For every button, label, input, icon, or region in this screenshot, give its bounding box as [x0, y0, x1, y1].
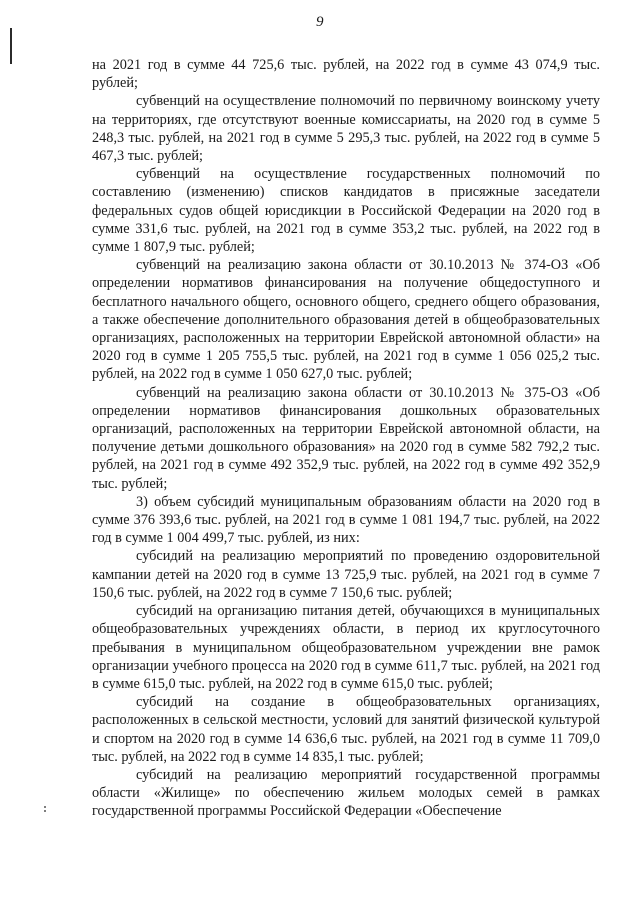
paragraph-health-campaign: субсидий на реализацию мероприятий по проведению оздоровительной кампании детей на 2020 год в сумме 13 725,9 тыс. рублей, на 2021 год в сумме 7 150,6 тыс. рублей, на 2022 год в сумме 7 150,6 тыс. рублей;: [92, 548, 600, 601]
paragraph-jury-lists: субвенций на осуществление государственных полномочий по составлению (изменению) списков кандидатов в присяжные заседатели федеральных судов общей юрисдикции в Российской Федерации на 2020 год в сумме 331,6 тыс. рублей, на 2021 год в сумме 353,2 тыс. рублей, на 2022 год в сумме 1 807,9 тыс. рублей;: [92, 166, 600, 256]
paragraph-law-374: субвенций на реализацию закона области от 30.10.2013 № 374-ОЗ «Об определении нормативов финансирования на получение общедоступного и бесплатного начального общего, основного общего, среднего общего образования, а также обеспечение дополнительного образования детей в общеобразовательных организациях, расположенных на территории Еврейской автономной области» на 2020 год в сумме 1 205 755,5 тыс. рублей, на 2021 год в сумме 1 056 025,2 тыс. рублей, на 2022 год в сумме 1 050 627,0 тыс. рублей;: [92, 257, 600, 383]
paragraph-continuation: на 2021 год в сумме 44 725,6 тыс. рублей, на 2022 год в сумме 43 074,9 тыс. рублей;: [92, 57, 600, 92]
paragraph-rural-sports: субсидий на создание в общеобразовательных организациях, расположенных в сельской местности, условий для занятий физической культурой и спортом на 2020 год в сумме 14 636,6 тыс. рублей, на 2021 год в сумме 11 709,0 тыс. рублей, на 2022 год в сумме 14 835,1 тыс. рублей;: [92, 694, 600, 765]
paragraph-child-nutrition: субсидий на организацию питания детей, обучающихся в муниципальных общеобразовательных учреждениях области, в период их круглосуточного пребывания в муниципальном общеобразовательном учреждении вне рамок организации учебного процесса на 2020 год в сумме 611,7 тыс. рублей, на 2021 год в сумме 615,0 тыс. рублей, на 2022 год в сумме 615,0 тыс. рублей;: [92, 603, 600, 692]
paragraph-law-375: субвенций на реализацию закона области от 30.10.2013 № 375-ОЗ «Об определении нормативов финансирования дошкольных образовательных организаций, расположенных на территории Еврейской автономной области, на получение детьми дошкольного образования» на 2020 год в сумме 582 792,2 тыс. рублей, на 2021 год в сумме 492 352,9 тыс. рублей, на 2022 год в сумме 492 352,9 тыс. рублей;: [92, 384, 600, 492]
document-body: [92, 56, 600, 821]
paragraph-housing-program: субсидий на реализацию мероприятий государственной программы области «Жилище» по обеспечению жильем молодых семей в рамках государственной программы Российской Федерации «Обеспечение: [92, 766, 600, 820]
paragraph-military-registration: субвенций на осуществление полномочий по первичному воинскому учету на территориях, где отсутствуют военные комиссариаты, на 2020 год в сумме 5 248,3 тыс. рублей, на 2021 год в сумме 5 295,3 тыс. рублей, на 2022 год в сумме 5 467,3 тыс. рублей;: [92, 93, 600, 165]
margin-mark: [10, 28, 12, 64]
page-number: 9: [316, 14, 324, 30]
margin-dots: [44, 806, 47, 816]
paragraph-subsidies-total: 3) объем субсидий муниципальным образованиям области на 2020 год в сумме 376 393,6 тыс. рублей, на 2021 год в сумме 1 081 194,7 тыс. рублей, на 2022 год в сумме 1 004 499,7 тыс. рублей, из них:: [92, 493, 600, 547]
